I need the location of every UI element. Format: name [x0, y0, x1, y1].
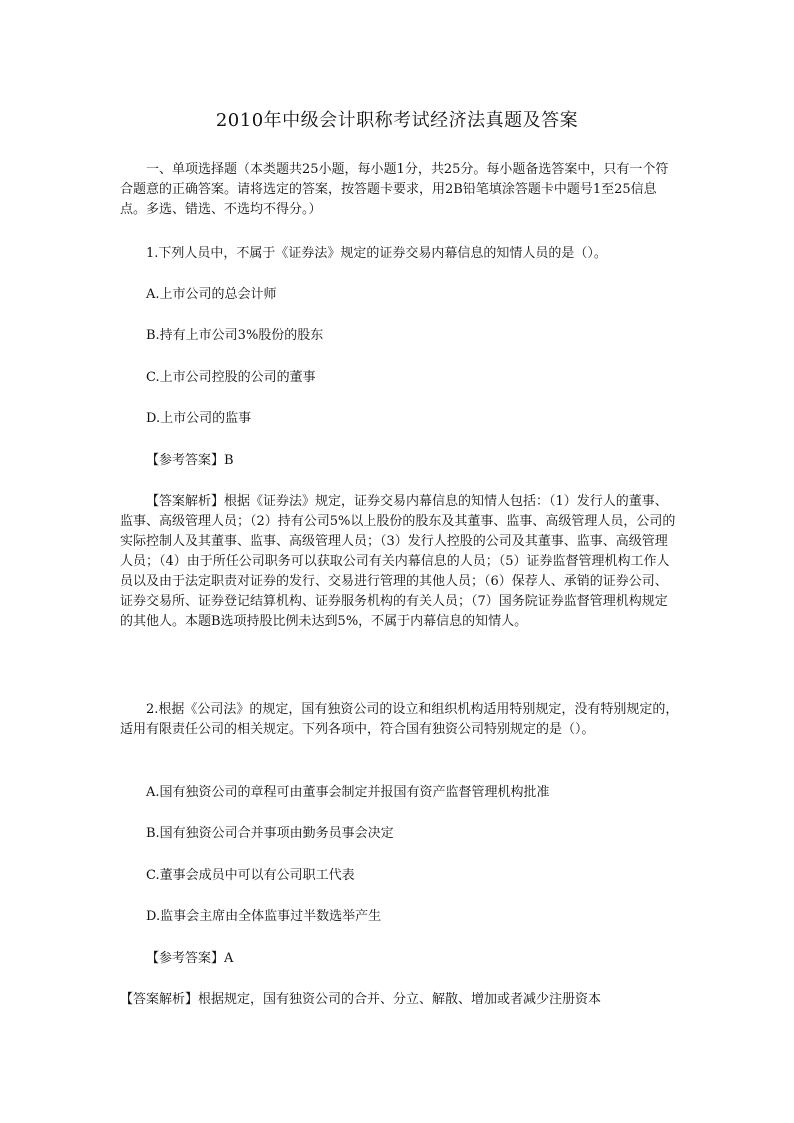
question-2-option-d: D.监事会主席由全体监事过半数选举产生 — [146, 909, 382, 924]
question-2-option-a: A.国有独资公司的章程可由董事会制定并报国有资产监督管理机构批准 — [146, 785, 550, 800]
question-1-option-c: C.上市公司控股的公司的董事 — [146, 370, 316, 385]
question-1-answer: 【参考答案】B — [146, 453, 234, 468]
question-2-option-b: B.国有独资公司合并事项由勤务员事会决定 — [146, 826, 394, 841]
question-1-stem: 1.下列人员中，不属于《证券法》规定的证券交易内幕信息的知情人员的是（）。 — [146, 246, 607, 261]
question-1-option-d: D.上市公司的监事 — [146, 411, 252, 426]
question-1-option-b: B.持有上市公司3%股份的股东 — [146, 328, 324, 343]
question-1-analysis: 【答案解析】根据《证券法》规定，证券交易内幕信息的知情人包括：（1）发行人的董事、监事、高级管理人员；（2）持有公司5%以上股份的股东及其董事、监事、高级管理人员，公司的实际控制人及其董事、监事、高级管理人员；（3）发行人控股的公司及其董事、监事、高级管理人员；（4）由于所任公司职务可以获取公司有关内幕信息的人员；（5）证券监督管理机构工作人员以及由于法定职责对证券的发行、交易进行管理的其他人员；（6）保荐人、承销的证券公司、证券交易所、证券登记结算机构、证券服务机构的有关人员；（7）国务院证券监督管理机构规定的其他人。本题B选项持股比例未达到5%，不属于内幕信息的知情人。 — [120, 494, 676, 629]
question-2-option-c: C.董事会成员中可以有公司职工代表 — [146, 868, 355, 883]
question-2-stem: 2.根据《公司法》的规定，国有独资公司的设立和组织机构适用特别规定，没有特别规定的，适用有限责任公司的相关规定。下列各项中，符合国有独资公司特别规定的是（）。 — [120, 702, 679, 737]
page-title: 2010年中级会计职称考试经济法真题及答案 — [215, 110, 579, 131]
question-1-option-a: A.上市公司的总会计师 — [146, 287, 277, 302]
section-intro: 一、单项选择题（本类题共25小题，每小题1分，共25分。每小题备选答案中，只有一个符合题意的正确答案。请将选定的答案，按答题卡要求，用2B铅笔填涂答题卡中题号1至25信息点。多选、错选、不选均不得分。） — [120, 162, 669, 217]
question-2-answer: 【参考答案】A — [146, 951, 234, 966]
question-2-analysis: 【答案解析】根据规定，国有独资公司的合并、分立、解散、增加或者减少注册资本 — [120, 992, 602, 1007]
